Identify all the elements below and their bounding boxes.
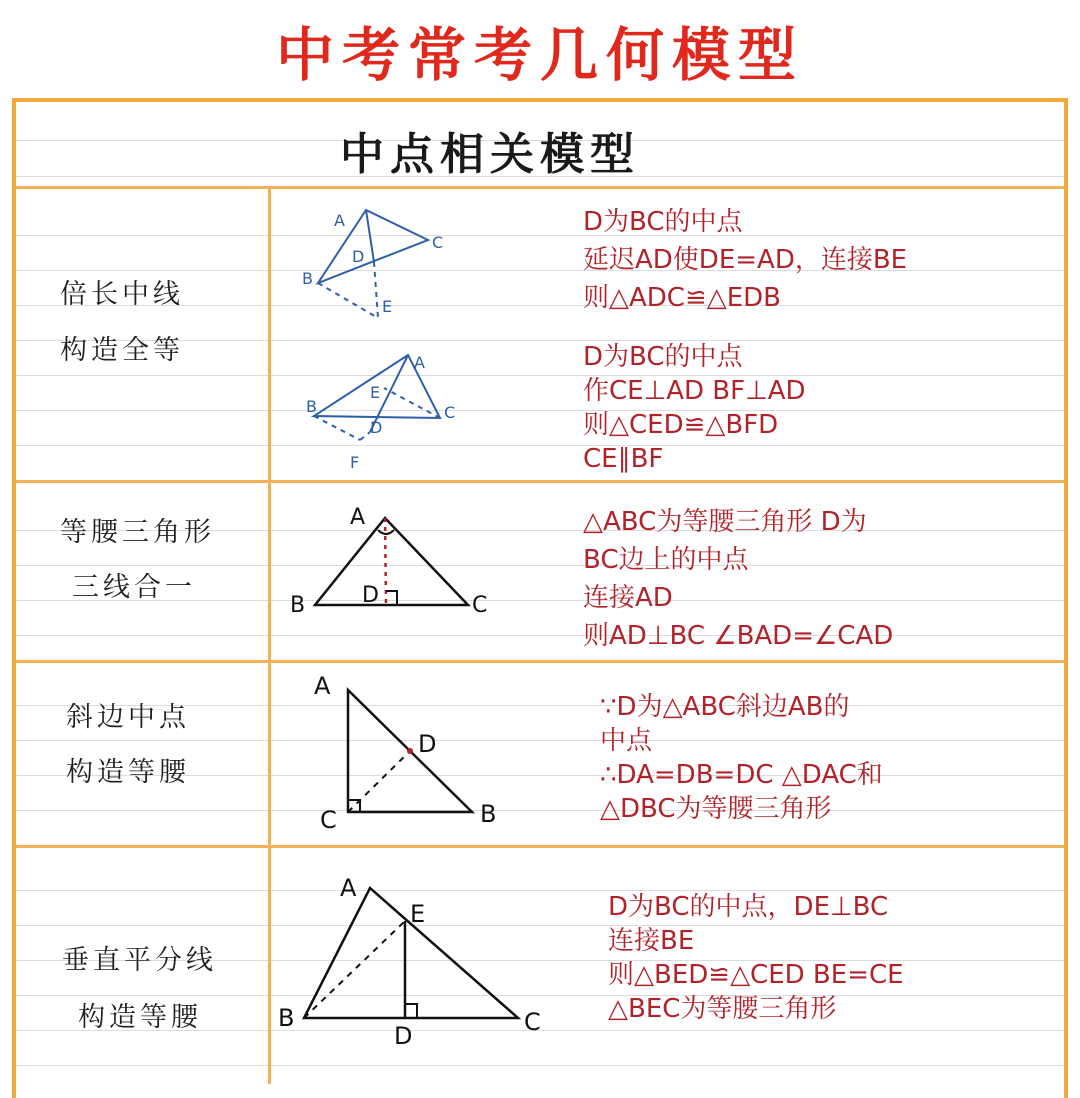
point-label-d: D <box>394 1022 413 1050</box>
description-line: 则△CED≌△BFD <box>583 410 779 440</box>
point-label-b: B <box>302 269 313 288</box>
point-label-c: C <box>444 403 456 422</box>
description-line: 则△BED≌△CED BE=CE <box>608 960 904 990</box>
point-label-e: E <box>370 383 381 402</box>
description-line: 作CE⊥AD BF⊥AD <box>583 376 806 406</box>
point-label-e: E <box>382 297 393 316</box>
point-label-c: C <box>524 1008 541 1036</box>
row4-label-line2: 构造等腰 <box>78 1002 202 1033</box>
point-label-c: C <box>432 233 444 252</box>
point-label-f: F <box>350 453 360 472</box>
point-label-d: D <box>418 730 437 758</box>
point-label-b: B <box>480 800 497 828</box>
point-label-a: A <box>314 672 331 700</box>
section-title: 中点相关模型 <box>340 129 640 180</box>
point-label-d: D <box>352 247 365 266</box>
row3-label-line1: 斜边中点 <box>66 702 190 733</box>
description-line: △BEC为等腰三角形 <box>608 994 837 1024</box>
description-line: △ABC为等腰三角形 D为 <box>583 507 867 537</box>
description-line: 连接AD <box>583 583 673 613</box>
description-line: BC边上的中点 <box>583 545 749 575</box>
row3-label-line2: 构造等腰 <box>66 757 190 788</box>
point-label-b: B <box>306 397 317 416</box>
description-line: ∵D为△ABC斜边AB的 <box>600 692 850 722</box>
point-label-d: D <box>370 418 383 437</box>
row2-label-line1: 等腰三角形 <box>60 517 215 548</box>
description-line: 延迟AD使DE=AD，连接BE <box>583 245 908 275</box>
point-label-b: B <box>278 1004 295 1032</box>
description-line: D为BC的中点 <box>583 342 743 372</box>
row1-label-line2: 构造全等 <box>60 335 184 366</box>
description-line: D为BC的中点，DE⊥BC <box>608 892 889 922</box>
point-label-c: C <box>320 806 337 834</box>
row1-label-line1: 倍长中线 <box>60 279 184 310</box>
point-label-a: A <box>350 505 366 530</box>
description-line: 则△ADC≌△EDB <box>583 283 782 313</box>
point-label-c: C <box>472 593 488 618</box>
point-label-a: A <box>414 353 425 372</box>
point-label-d: D <box>362 583 379 608</box>
point-label-a: A <box>340 874 357 902</box>
point-label-a: A <box>334 211 345 230</box>
description-line: CE∥BF <box>583 444 664 474</box>
description-line: △DBC为等腰三角形 <box>600 794 832 824</box>
description-line: 则AD⊥BC ∠BAD=∠CAD <box>583 621 894 651</box>
description-line: ∴DA=DB=DC △DAC和 <box>600 760 883 790</box>
page-title: 中考常考几何模型 <box>275 21 804 89</box>
row2-label-line2: 三线合一 <box>72 572 196 603</box>
point-label-b: B <box>290 593 306 618</box>
description-line: D为BC的中点 <box>583 207 743 237</box>
point-label-e: E <box>410 900 426 928</box>
row4-label-line1: 垂直平分线 <box>62 945 217 976</box>
description-line: 连接BE <box>608 926 695 956</box>
description-line: 中点 <box>600 726 653 756</box>
row4-description <box>608 890 904 1026</box>
